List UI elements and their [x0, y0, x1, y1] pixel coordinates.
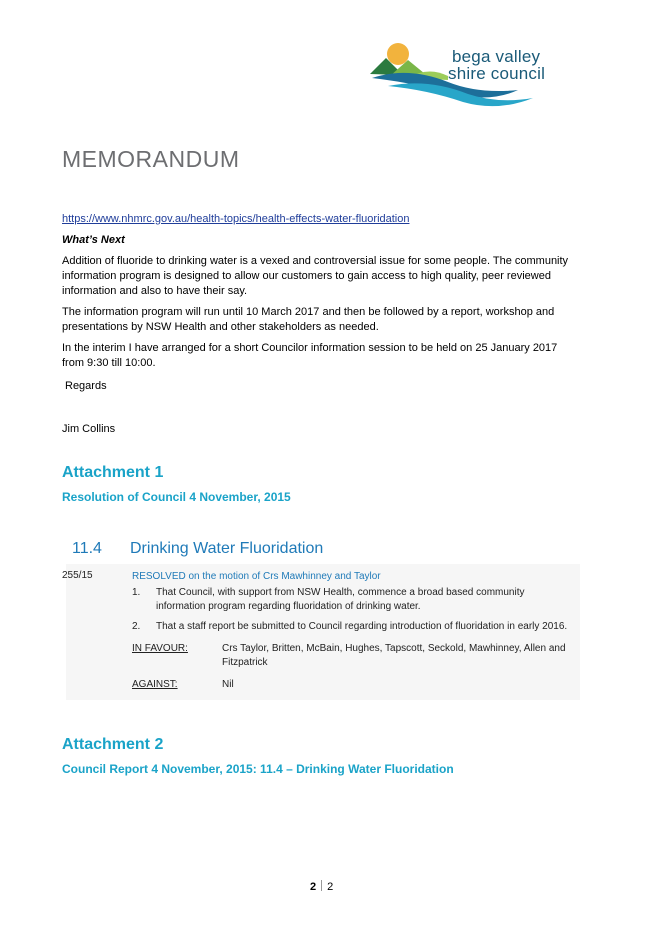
memo-paragraph: In the interim I have arranged for a short Councilor information session to be held on 25 January 2017 from 9:30 till 10:00.	[62, 342, 558, 369]
resolution-item-text: That Council, with support from NSW Health, commence a broad based community information program regarding fluoridation of drinking water.	[156, 587, 525, 612]
in-favour-names: Crs Taylor, Britten, McBain, Hughes, Tapscott, Seckold, Mawhinney, Allen and Fitzpatrick	[222, 643, 566, 668]
attachment1-title: Attachment 1	[62, 464, 164, 481]
regards-text: Regards	[65, 380, 107, 392]
memo-title: MEMORANDUM	[62, 146, 240, 172]
attachment1-subtitle: Resolution of Council 4 November, 2015	[62, 490, 291, 504]
in-favour-label: IN FAVOUR:	[132, 643, 188, 654]
resolution-heading	[72, 540, 323, 558]
memo-body	[62, 212, 582, 443]
against-value: Nil	[222, 679, 234, 690]
memo-paragraph: Addition of fluoride to drinking water is a vexed and controversial issue for some people. The community information program is designed to allow our customers to gain access to high quality, peer reviewed information and also to have their say.	[62, 255, 569, 297]
resolution-id: 255/15	[62, 570, 93, 581]
resolution-extract	[62, 538, 580, 702]
resolved-line: RESOLVED on the motion of Crs Mawhinney and Taylor	[132, 571, 381, 582]
whats-next-heading: What’s Next	[62, 234, 125, 246]
memo-paragraph: The information program will run until 10 March 2017 and then be followed by a report, workshop and presentations by NSW Health and other stakeholders as needed.	[62, 306, 555, 333]
current-page-number: 2	[310, 881, 317, 893]
against-label: AGAINST:	[132, 679, 178, 690]
signature-name: Jim Collins	[62, 423, 116, 435]
attachment2-subtitle: Council Report 4 November, 2015: 11.4 – Drinking Water Fluoridation	[62, 762, 454, 776]
against-row	[132, 678, 572, 692]
resolution-text	[132, 570, 572, 692]
resolution-item	[132, 620, 572, 634]
resolution-item-number: 1.	[132, 587, 141, 598]
logo-text-line2: shire council	[448, 64, 546, 83]
in-favour-row	[132, 642, 572, 670]
resolution-item-number: 11.4	[72, 540, 102, 557]
resolution-item-title: Drinking Water Fluoridation	[130, 540, 324, 557]
attachment2-title: Attachment 2	[62, 736, 164, 753]
footer-separator	[321, 880, 322, 891]
logo-text-line1: bega valley	[452, 47, 541, 66]
total-pages: 2	[327, 881, 334, 893]
council-logo	[368, 40, 548, 110]
nhmrc-link[interactable]: https://www.nhmrc.gov.au/health-topics/health-effects-water-fluoridation	[62, 213, 410, 225]
resolution-item-text: That a staff report be submitted to Council regarding introduction of fluoridation in early 2016.	[156, 621, 568, 632]
resolution-item-number: 2.	[132, 621, 141, 632]
page-footer	[310, 880, 333, 893]
resolution-item	[132, 586, 572, 614]
